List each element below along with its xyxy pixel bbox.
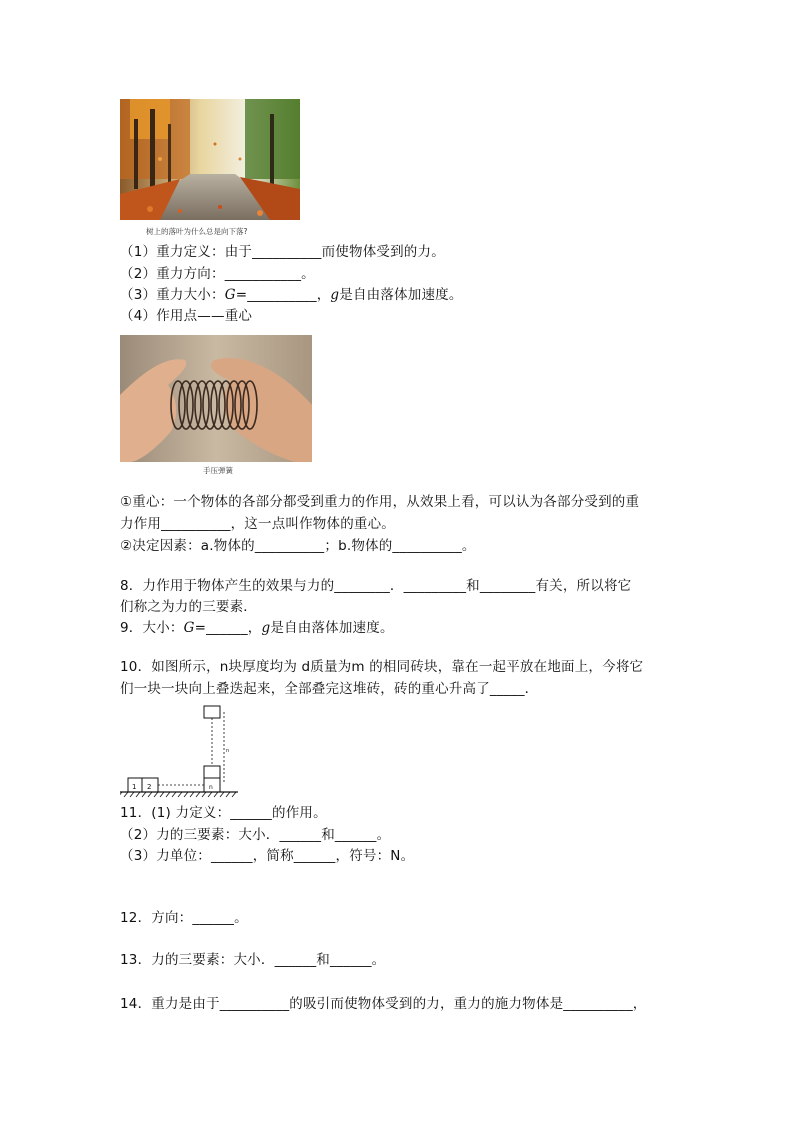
brick-label-n-bottom: n xyxy=(209,784,213,791)
question-11-line2: （2）力的三要素：大小．______和______。 xyxy=(120,827,391,843)
question-9-suffix: 是自由落体加速度。 xyxy=(270,620,394,636)
question-12: 12．方向：______。 xyxy=(120,910,248,926)
height-label-n: n xyxy=(226,748,230,754)
question-8-line2: 们称之为力的三要素． xyxy=(120,599,257,615)
brick-label-2: 2 xyxy=(147,783,152,791)
center-of-gravity-factors: ②决定因素：a.物体的__________；b.物体的__________。 xyxy=(120,538,476,554)
question-9-prefix: 9．大小： xyxy=(120,620,184,636)
question-14: 14．重力是由于__________的吸引而使物体受到的力，重力的施力物体是__________， xyxy=(120,996,647,1012)
photo-caption-spring: 手压弹簧 xyxy=(203,466,233,475)
symbol-G: G xyxy=(183,620,195,636)
spring-hands-photo xyxy=(120,335,312,462)
gravity-magnitude-prefix: （3）重力大小： xyxy=(120,287,225,303)
photo-caption-falling-leaves: 树上的落叶为什么总是向下落? xyxy=(146,227,248,236)
question-8-line1: 8．力作用于物体产生的效果与力的________．_________和________有关，所以将它 xyxy=(120,578,632,594)
gravity-direction: （2）重力方向：___________。 xyxy=(120,266,315,282)
gravity-magnitude-suffix: 是自由落体加速度。 xyxy=(339,287,463,303)
question-11-line1: 11．(1) 力定义：______的作用。 xyxy=(120,805,327,821)
gravity-application-point: （4）作用点——重心 xyxy=(120,308,253,324)
bricks-stacking-diagram xyxy=(120,700,240,800)
gravity-magnitude xyxy=(120,285,463,305)
question-10-line2: 们一块一块向上叠迭起来，全部叠完这堆砖，砖的重心升高了_____． xyxy=(120,681,539,697)
gravity-definition: （1）重力定义：由于__________而使物体受到的力。 xyxy=(120,244,445,260)
question-13: 13．力的三要素：大小．______和______。 xyxy=(120,952,386,968)
question-11-line3: （3）力单位：______，简称______，符号：N。 xyxy=(120,848,415,864)
question-9-blank: =______， xyxy=(194,620,262,636)
question-9 xyxy=(120,618,394,638)
brick-label-1: 1 xyxy=(132,783,137,791)
symbol-g: g xyxy=(261,620,271,636)
question-10-line1: 10．如图所示，n块厚度均为 d质量为m 的相同砖块，靠在一起平放在地面上，今将它 xyxy=(120,659,644,675)
autumn-leaves-photo xyxy=(120,99,300,220)
symbol-G: G xyxy=(224,287,236,303)
gravity-magnitude-blank: =__________， xyxy=(235,287,331,303)
center-of-gravity-def-line2: 力作用__________，这一点叫作物体的重心。 xyxy=(120,516,395,532)
center-of-gravity-def-line1: ①重心：一个物体的各部分都受到重力的作用，从效果上看，可以认为各部分受到的重 xyxy=(120,494,640,510)
symbol-g: g xyxy=(330,287,340,303)
